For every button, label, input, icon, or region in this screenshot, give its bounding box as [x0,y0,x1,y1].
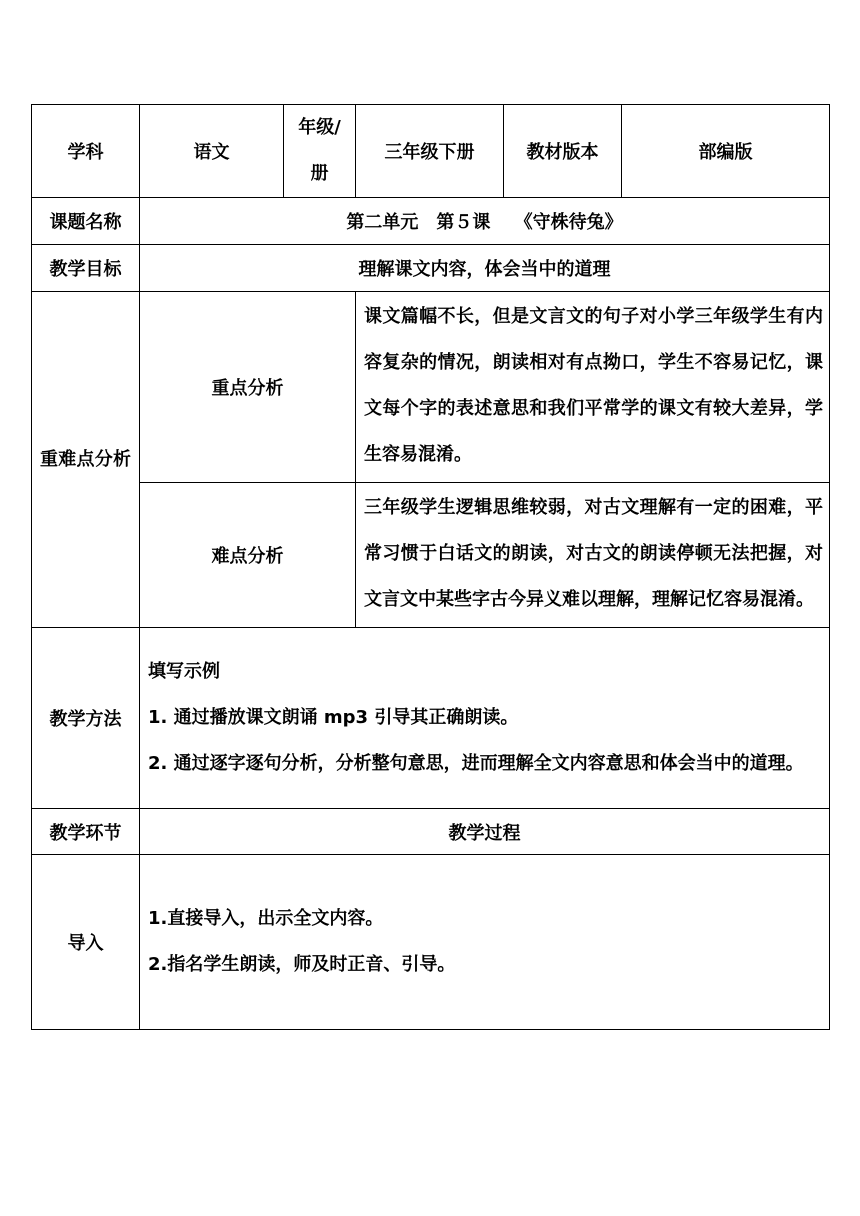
edition-value: 部编版 [622,105,830,198]
goal-row [32,245,830,292]
grade-label-line2: 册 [310,163,329,184]
grade-label-line1: 年级/ [298,117,341,138]
difficult-analysis-text: 三年级学生逻辑思维较弱，对古文理解有一定的困难，平常习惯于白话文的朗读，对古文的朗读停顿无法把握，对文言文中某些字古今异义难以理解，理解记忆容易混淆。 [356,483,830,628]
header-row [32,105,830,198]
intro-label: 导入 [32,855,140,1030]
edition-label: 教材版本 [504,105,622,198]
method-row [32,628,830,809]
method-label: 教学方法 [32,628,140,809]
intro-item-1: 1.直接导入，出示全文内容。 [148,908,384,929]
lesson-plan-table [31,104,830,1030]
method-heading: 填写示例 [148,661,220,682]
intro-item-2: 2.指名学生朗读，师及时正音、引导。 [148,954,456,975]
grade-label [284,105,356,198]
key-analysis-text: 课文篇幅不长，但是文言文的句子对小学三年级学生有内容复杂的情况，朗读相对有点拗口，学生不容易记忆，课文每个字的表述意思和我们平常学的课文有较大差异，学生容易混淆。 [356,292,830,483]
process-section-label: 教学环节 [32,809,140,855]
goal-value: 理解课文内容，体会当中的道理 [140,245,830,292]
key-analysis-label: 重点分析 [140,292,356,483]
goal-label: 教学目标 [32,245,140,292]
key-analysis-row [32,292,830,483]
intro-row [32,855,830,1030]
method-item-2: 2. 通过逐字逐句分析，分析整句意思，进而理解全文内容意思和体会当中的道理。 [148,753,804,774]
method-item-1: 1. 通过播放课文朗诵 mp3 引导其正确朗读。 [148,707,519,728]
lesson-title-row [32,198,830,245]
difficult-analysis-label: 难点分析 [140,483,356,628]
process-section-value: 教学过程 [140,809,830,855]
subject-label: 学科 [32,105,140,198]
analysis-label-text: 重难点分析 [40,448,131,470]
analysis-label [32,292,140,628]
grade-value: 三年级下册 [356,105,504,198]
method-content [140,628,830,809]
lesson-title-value: 第二单元 第５课 《守株待兔》 [140,198,830,245]
lesson-title-label: 课题名称 [32,198,140,245]
intro-content [140,855,830,1030]
subject-value: 语文 [140,105,284,198]
process-header-row [32,809,830,855]
difficult-analysis-row [32,483,830,628]
